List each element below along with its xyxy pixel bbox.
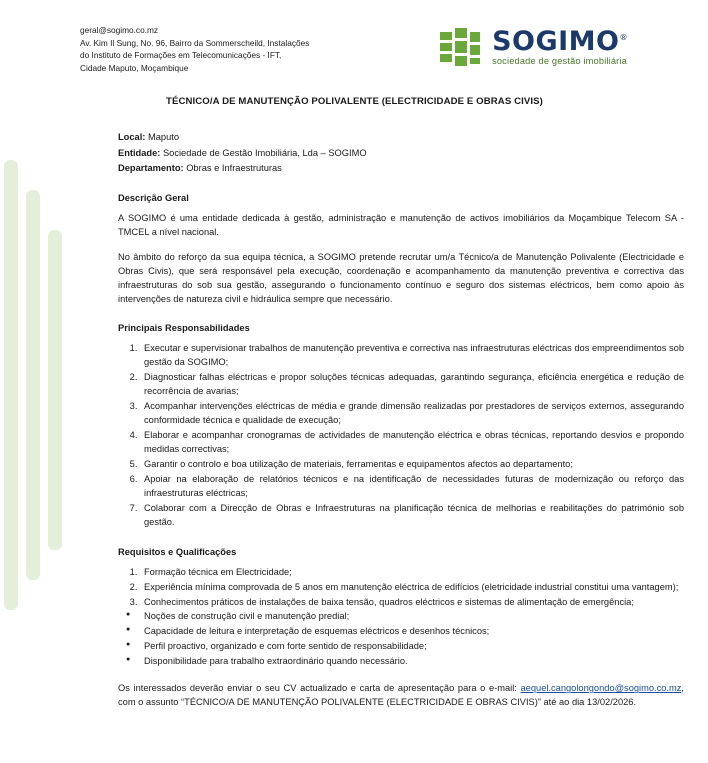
contact-line-address-2: do Instituto de Formações em Telecomunicações - IFT, (80, 50, 282, 61)
logo-name-text: SOGIMO (492, 25, 620, 57)
list-item: 4. Elaborar e acompanhar cronogramas de actividades de manutenção eléctrica e obras técnicas, reportando desvios e propondo medidas correctivas; (140, 429, 684, 457)
list-item: 6. Apoiar na elaboração de relatórios técnicos e na identificação de necessidades futuras de modernização ou reforço das infraestruturas eléctricas; (140, 473, 684, 501)
contact-line-address-1: Av. Kim Il Sung, No. 96, Bairro da Sommerscheild, Instalações (80, 37, 310, 48)
descricao-paragraph-2: No âmbito do reforço da sua equipa técnica, a SOGIMO pretende recrutar um/a Técnico/a de Manutenção Polivalente (Electricidade e Obras Civis), que será responsável pela execução, coordenação e acompanhamento da manutenção preventiva e correctiva das infraestruturas do sob sua gestão, assegurando o funcionamento contínuo e seguro dos sistemas eléctricos, bem como apoio às intervenções de natureza civil e hidráulica sempre que necessário. (118, 251, 684, 304)
logo-registered-mark: ® (619, 32, 628, 42)
list-item: 1. Executar e supervisionar trabalhos de manutenção preventiva e correctiva nas infraestruturas eléctricas dos empreendimentos sob gestão da SOGIMO; (140, 342, 684, 370)
meta-value-local: Maputo (147, 132, 179, 143)
company-logo (438, 22, 680, 68)
list-item: ● Perfil proactivo, organizado e com forte sentido de responsabilidade; (140, 640, 684, 654)
meta-label-departamento: Departamento: (118, 163, 184, 174)
application-instructions (118, 682, 684, 710)
list-item: 2. Experiência mínima comprovada de 5 anos em manutenção eléctrica de edifícios (eletricidade industrial constitui uma vantagem); (140, 581, 684, 595)
meta-row-local (118, 131, 684, 144)
meta-row-entidade (118, 147, 684, 160)
list-item: 3. Conhecimentos práticos de instalações de baixa tensão, quadros eléctricos e sistemas de alimentação de emergência; (140, 596, 684, 610)
list-item: 1. Formação técnica em Electricidade; (140, 566, 684, 580)
section-heading-descricao-geral: Descrição Geral (118, 192, 189, 203)
meta-row-departamento (118, 162, 684, 175)
sogimo-logo-icon (438, 26, 482, 68)
meta-value-entidade: Sociedade de Gestão Imobiliária, Lda – SOGIMO (162, 147, 367, 158)
logo-tagline: sociedade de gestão imobiliária (492, 55, 627, 66)
meta-value-departamento: Obras e Infraestruturas (186, 163, 282, 174)
list-item: 7. Colaborar com a Direcção de Obras e Infraestruturas na planificação técnica de melhorias e reabilitações do património sob gestão. (140, 502, 684, 530)
meta-label-entidade: Entidade: (118, 147, 161, 158)
page-title: TÉCNICO/A DE MANUTENÇÃO POLIVALENTE (ELECTRICIDADE E OBRAS CIVIS) (166, 96, 543, 108)
contact-line-email: geral@sogimo.co.mz (80, 25, 159, 35)
page-header (0, 0, 708, 74)
requisitos-bulleted-list (118, 610, 684, 669)
document-body (0, 96, 708, 710)
logo-wordmark (492, 25, 628, 57)
contact-line-address-3: Cidade Maputo, Moçambique (80, 62, 189, 73)
list-item: 2. Diagnosticar falhas eléctricas e propor soluções técnicas adequadas, garantindo segurança, eficiência energética e redução de recorrência de avarias; (140, 371, 684, 399)
job-meta (118, 131, 684, 175)
list-item: 5. Garantir o controlo e boa utilização de materiais, ferramentas e equipamentos afectos ao departamento; (140, 458, 684, 472)
logo-text-block (492, 25, 628, 66)
closing-text-before: Os interessados deverão enviar o seu CV actualizado e carta de apresentação para o e-mail: (118, 683, 521, 694)
responsabilidades-list (118, 342, 684, 529)
section-heading-requisitos: Requisitos e Qualificações (118, 546, 237, 557)
list-item: ● Noções de construção civil e manutenção predial; (140, 610, 684, 624)
application-email-link[interactable]: aequel.cangolongondo@sogimo.co.mz (520, 683, 682, 694)
closing-text-after: , com o assunto “TÉCNICO/A DE MANUTENÇÃO POLIVALENTE (ELECTRICIDADE E OBRAS CIVIS)” até ao dia 13/02/2026. (118, 683, 684, 708)
list-item: ● Capacidade de leitura e interpretação de esquemas eléctricos e desenhos técnicos; (140, 625, 684, 639)
descricao-paragraph-1: A SOGIMO é uma entidade dedicada à gestão, administração e manutenção de activos imobiliários da Moçambique Telecom SA - TMCEL a nível nacional. (118, 212, 684, 237)
requisitos-numbered-list (118, 566, 684, 610)
list-item: 3. Acompanhar intervenções eléctricas de média e grande dimensão realizadas por prestadores de serviços externos, assegurando conformidade técnica e qualidade de execução; (140, 400, 684, 428)
section-heading-responsabilidades: Principais Responsabilidades (118, 323, 250, 334)
contact-details (80, 22, 309, 74)
list-item: ● Disponibilidade para trabalho extraordinário quando necessário. (140, 655, 684, 669)
meta-label-local: Local: (118, 132, 146, 143)
